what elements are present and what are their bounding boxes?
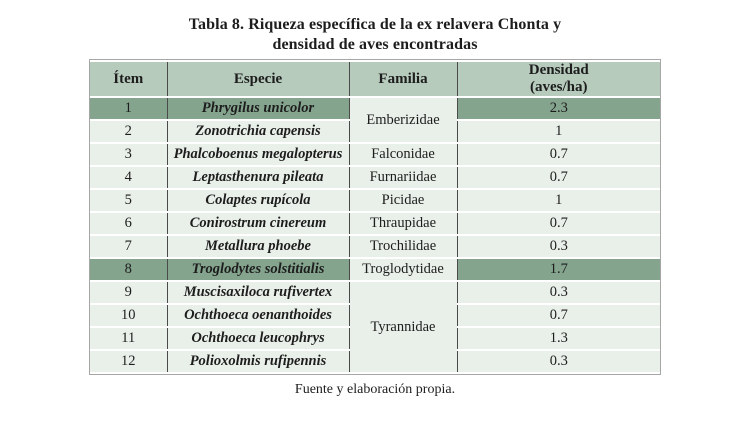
species-cell: Ochthoeca leucophrys	[167, 327, 349, 350]
table-row	[90, 189, 660, 212]
col-header-especie: Especie	[167, 61, 349, 97]
source-note: Fuente y elaboración propia.	[294, 382, 456, 397]
family-cell: Falconidae	[349, 143, 457, 166]
species-cell: Leptasthenura pileata	[167, 166, 349, 189]
table-row	[90, 281, 660, 304]
density-cell: 0.7	[457, 166, 660, 189]
density-cell: 1.3	[457, 327, 660, 350]
item-cell: 8	[90, 258, 167, 281]
table-row	[90, 258, 660, 281]
table-row	[90, 166, 660, 189]
density-cell: 0.3	[457, 281, 660, 304]
table-row	[90, 143, 660, 166]
family-cell: Picidae	[349, 189, 457, 212]
family-cell: Tyrannidae	[349, 281, 457, 373]
table-row	[90, 212, 660, 235]
density-cell: 2.3	[457, 97, 660, 120]
density-cell: 0.3	[457, 235, 660, 258]
family-cell: Furnariidae	[349, 166, 457, 189]
species-cell: Phalcoboenus megalopterus	[167, 143, 349, 166]
density-cell: 0.7	[457, 304, 660, 327]
density-cell: 0.3	[457, 350, 660, 373]
item-cell: 7	[90, 235, 167, 258]
species-density-table	[90, 60, 660, 374]
species-cell: Colaptes rupícola	[167, 189, 349, 212]
family-cell: Troglodytidae	[349, 258, 457, 281]
item-cell: 9	[90, 281, 167, 304]
item-cell: 12	[90, 350, 167, 373]
table-title-line1: Tabla 8. Riqueza específica de la ex relavera Chonta y	[188, 16, 562, 33]
table-title	[0, 15, 750, 55]
density-cell: 0.7	[457, 143, 660, 166]
col-header-densidad	[457, 61, 660, 97]
table-title-line2: densidad de aves encontradas	[272, 36, 478, 53]
species-cell: Ochthoeca oenanthoides	[167, 304, 349, 327]
item-cell: 10	[90, 304, 167, 327]
item-cell: 4	[90, 166, 167, 189]
species-cell: Muscisaxiloca rufivertex	[167, 281, 349, 304]
family-cell: Emberizidae	[349, 97, 457, 143]
density-cell: 0.7	[457, 212, 660, 235]
header-row	[90, 61, 660, 97]
item-cell: 5	[90, 189, 167, 212]
species-cell: Phrygilus unicolor	[167, 97, 349, 120]
species-cell: Metallura phoebe	[167, 235, 349, 258]
table-row	[90, 97, 660, 120]
item-cell: 11	[90, 327, 167, 350]
table-body	[90, 97, 660, 373]
col-header-item: Ítem	[90, 61, 167, 97]
col-header-densidad-line2: (aves/ha)	[530, 79, 588, 95]
item-cell: 2	[90, 120, 167, 143]
item-cell: 6	[90, 212, 167, 235]
species-cell: Conirostrum cinereum	[167, 212, 349, 235]
item-cell: 3	[90, 143, 167, 166]
density-cell: 1	[457, 189, 660, 212]
family-cell: Trochilidae	[349, 235, 457, 258]
family-cell: Thraupidae	[349, 212, 457, 235]
species-cell: Troglodytes solstitialis	[167, 258, 349, 281]
item-cell: 1	[90, 97, 167, 120]
density-cell: 1	[457, 120, 660, 143]
table-row	[90, 235, 660, 258]
table-frame	[89, 59, 661, 375]
species-cell: Zonotrichia capensis	[167, 120, 349, 143]
species-cell: Polioxolmis rufipennis	[167, 350, 349, 373]
density-cell: 1.7	[457, 258, 660, 281]
col-header-familia: Familia	[349, 61, 457, 97]
col-header-densidad-line1: Densidad	[528, 62, 589, 78]
